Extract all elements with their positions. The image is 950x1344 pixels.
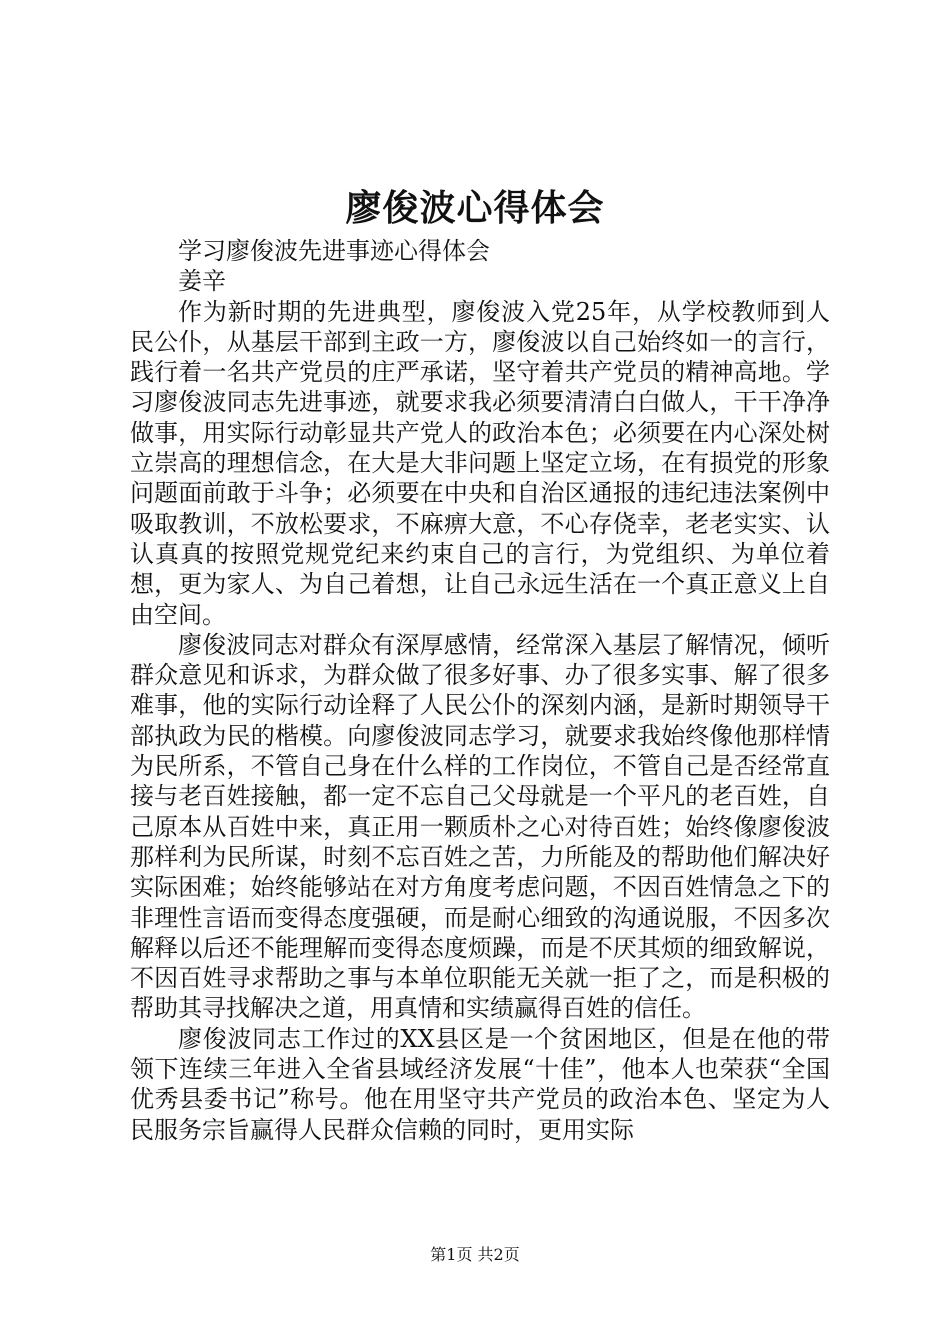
document-body <box>130 236 830 1145</box>
body-paragraph-1: 作为新时期的先进典型，廖俊波入党25年，从学校教师到人民公仆，从基层干部到主政一方，廖俊波以自己始终如一的言行，践行着一名共产党员的庄严承诺，坚守着共产党员的精神高地。学习廖俊波同志先进事迹，就要求我必须要清清白白做人，干干净净做事，用实际行动彰显共产党人的政治本色；必须要在内心深处树立崇高的理想信念，在大是大非问题上坚定立场，在有损党的形象问题面前敢于斗争；必须要在中央和自治区通报的违纪违法案例中吸取教训，不放松要求，不麻痹大意，不心存侥幸，老老实实、认认真真的按照党规党纪来约束自己的言行，为党组织、为单位着想，更为家人、为自己着想，让自己永远生活在一个真正意义上自由空间。 <box>130 297 830 629</box>
document-title: 廖俊波心得体会 <box>345 187 605 229</box>
body-paragraph-3: 廖俊波同志工作过的XX县区是一个贫困地区，但是在他的带领下连续三年进入全省县域经济发展“十佳”，他本人也荣获“全国优秀县委书记”称号。他在用坚守共产党员的政治本色、坚定为人民服务宗旨赢得人民群众信赖的同时，更用实际 <box>130 1024 830 1144</box>
page-number-footer: 第1页 共2页 <box>430 1245 520 1264</box>
body-paragraph-2: 廖俊波同志对群众有深厚感情，经常深入基层了解情况，倾听群众意见和诉求，为群众做了很多好事、办了很多实事、解了很多难事，他的实际行动诠释了人民公仆的深刻内涵，是新时期领导干部执政为民的楷模。向廖俊波同志学习，就要求我始终像他那样情为民所系，不管自己身在什么样的工作岗位，不管自己是否经常直接与老百姓接触，都一定不忘自己父母就是一个平凡的老百姓，自己原本从百姓中来，真正用一颗质朴之心对待百姓；始终像廖俊波那样利为民所谋，时刻不忘百姓之苦，力所能及的帮助他们解决好实际困难；始终能够站在对方角度考虑问题，不因百姓情急之下的非理性言语而变得态度强硬，而是耐心细致的沟通说服，不因多次解释以后还不能理解而变得态度烦躁，而是不厌其烦的细致解说，不因百姓寻求帮助之事与本单位职能无关就一拒了之，而是积极的帮助其寻找解决之道，用真情和实绩赢得百姓的信任。 <box>130 630 830 1023</box>
subtitle-line: 学习廖俊波先进事迹心得体会 <box>178 237 490 265</box>
author-line: 姜辛 <box>178 267 226 296</box>
